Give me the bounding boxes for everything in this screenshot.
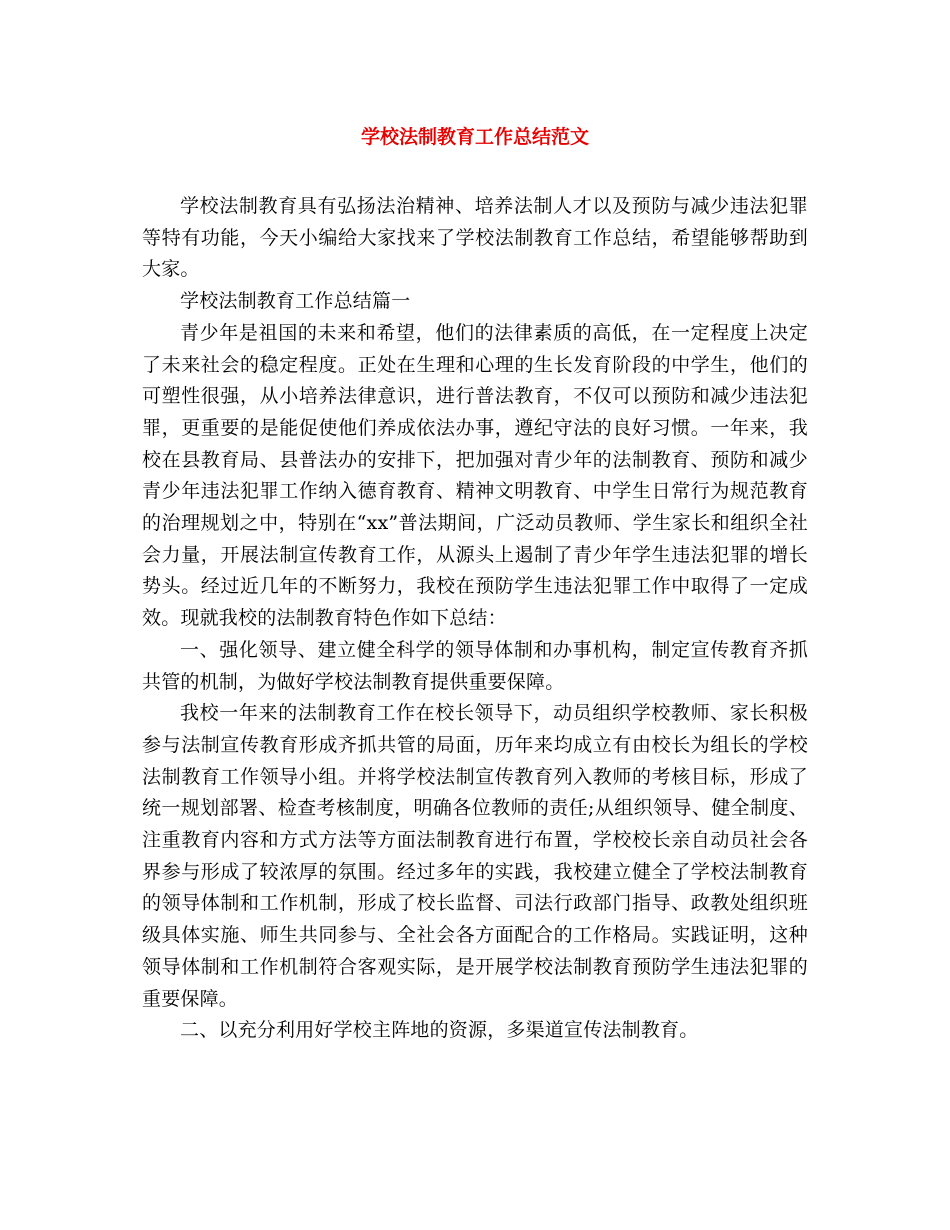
body-paragraph: 青少年是祖国的未来和希望，他们的法律素质的高低，在一定程度上决定了未来社会的稳定程度。正处在生理和心理的生长发育阶段的中学生，他们的可塑性很强，从小培养法律意识，进行普法教育，不仅可以预防和减少违法犯罪，更重要的是能促使他们养成依法办事，遵纪守法的良好习惯。一年来，我校在县教育局、县普法办的安排下，把加强对青少年的法制教育、预防和减少青少年违法犯罪工作纳入德育教育、精神文明教育、中学生日常行为规范教育的治理规划之中，特别在“xx”普法期间，广泛动员教师、学生家长和组织全社会力量，开展法制宣传教育工作，从源头上遏制了青少年学生违法犯罪的增长势头。经过近几年的不断努力，我校在预防学生违法犯罪工作中取得了一定成效。现就我校的法制教育特色作如下总结：	[142, 321, 808, 630]
point-one-heading: 一、强化领导、建立健全科学的领导体制和办事机构，制定宣传教育齐抓共管的机制，为做好学校法制教育提供重要保障。	[142, 638, 808, 693]
point-two-heading: 二、以充分利用好学校主阵地的资源，多渠道宣传法制教育。	[180, 1019, 699, 1042]
document-body	[142, 191, 808, 1047]
document-title: 学校法制教育工作总结范文	[360, 126, 589, 148]
section-heading: 学校法制教育工作总结篇一	[180, 290, 411, 313]
body-paragraph: 我校一年来的法制教育工作在校长领导下，动员组织学校教师、家长积极参与法制宣传教育形成齐抓共管的局面，历年来均成立有由校长为组长的学校法制教育工作领导小组。并将学校法制宣传教育列入教师的考核目标，形成了统一规划部署、检查考核制度，明确各位教师的责任;从组织领导、健全制度、注重教育内容和方式方法等方面法制教育进行布置，学校校长亲自动员社会各界参与形成了较浓厚的氛围。经过多年的实践，我校建立健全了学校法制教育的领导体制和工作机制，形成了校长监督、司法行政部门指导、政教处组织班级具体实施、师生共同参与、全社会各方面配合的工作格局。实践证明，这种领导体制和工作机制符合客观实际，是开展学校法制教育预防学生违法犯罪的重要保障。	[142, 702, 808, 1010]
intro-paragraph: 学校法制教育具有弘扬法治精神、培养法制人才以及预防与减少违法犯罪等特有功能，今天小编给大家找来了学校法制教育工作总结，希望能够帮助到大家。	[142, 195, 808, 281]
